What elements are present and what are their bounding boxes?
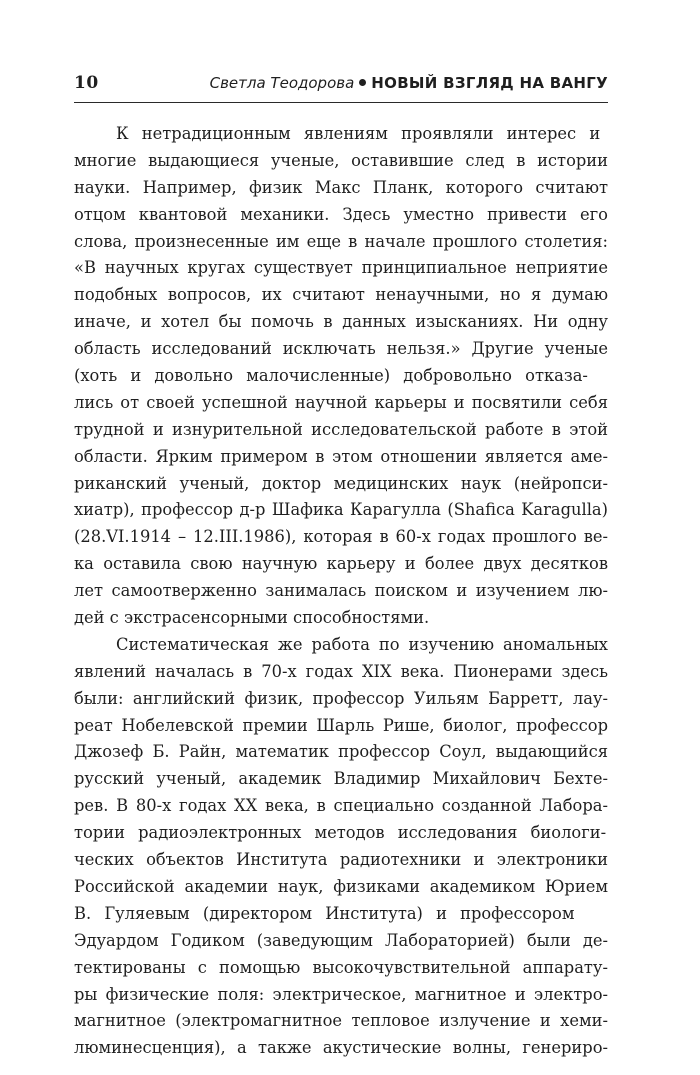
text-line: тектированы с помощью высокочувствительной аппарату- <box>74 957 608 977</box>
text-line: слова, произнесенные им еще в начале прошлого столетия: <box>74 231 608 251</box>
text-line: риканский ученый, доктор медицинских наук (нейропси- <box>74 473 608 493</box>
text-line: реат Нобелевской премии Шарль Рише, биолог, профессор <box>74 715 608 735</box>
text-line: магнитное (электромагнитное тепловое излучение и хеми- <box>74 1011 608 1031</box>
text-line: многие выдающиеся ученые, оставившие след в истории <box>74 150 608 170</box>
text-line: хиатр), профессор д-р Шафика Карагулла (Shafica Karagulla) <box>74 500 608 520</box>
text-line: ческих объектов Института радиотехники и электроники <box>74 850 608 870</box>
text-line: лись от своей успешной научной карьеры и посвятили себя <box>74 392 608 412</box>
text-line: науки. Например, физик Макс Планк, которого считают <box>74 177 608 197</box>
text-line: В. Гуляевым (директором Института) и профессором <box>74 903 575 923</box>
text-line: области. Ярким примером в этом отношении является аме- <box>74 446 608 466</box>
text-line: рев. В 80-х годах XX века, в специально созданной Лабора- <box>74 796 608 816</box>
text-line: иначе, и хотел бы помочь в данных изысканиях. Ни одну <box>74 312 608 332</box>
text-line: Систематическая же работа по изучению аномальных <box>116 634 608 654</box>
text-line: Российской академии наук, физиками академиком Юрием <box>74 876 608 896</box>
text-line: трудной и изнурительной исследовательской работе в этой <box>74 419 608 439</box>
text-line: (хоть и довольно малочисленные) добровольно отказа- <box>74 366 588 386</box>
author-name: Светла Теодорова <box>209 74 355 92</box>
text-line: русский ученый, академик Владимир Михайлович Бехте- <box>74 769 608 789</box>
text-line: К нетрадиционным явлениям проявляли интерес и <box>116 124 601 143</box>
text-line: (28.VI.1914 – 12.III.1986), которая в 60-х годах прошлого ве- <box>74 527 608 547</box>
text-line: «В научных кругах существует принципиальное неприятие <box>74 258 608 278</box>
text-line: явлений началась в 70-х годах XIX века. Пионерами здесь <box>74 661 608 681</box>
bullet-separator <box>359 79 366 86</box>
running-head <box>210 74 608 92</box>
text-line: ка оставила свою научную карьеру и более двух десятков <box>74 554 608 574</box>
text-line: Джозеф Б. Райн, математик профессор Соул, выдающийся <box>74 742 608 762</box>
body-text <box>74 121 608 1062</box>
text-line: тории радиоэлектронных методов исследования биологи- <box>74 823 607 843</box>
text-line: ры физические поля: электрическое, магнитное и электро- <box>74 984 608 1004</box>
text-line: отцом квантовой механики. Здесь уместно привести его <box>74 204 608 224</box>
text-line: лет самоотверженно занималась поиском и изучением лю- <box>74 581 608 601</box>
running-header <box>74 66 608 103</box>
book-title: НОВЫЙ ВЗГЛЯД НА ВАНГУ <box>371 74 608 92</box>
text-line: Эдуардом Годиком (заведующим Лабораторией) были де- <box>74 930 608 950</box>
page-number: 10 <box>74 73 99 93</box>
text-line: люминесценция), а также акустические волны, генериро- <box>74 1038 608 1058</box>
text-line: дей с экстрасенсорными способностями. <box>74 608 430 628</box>
text-line: подобных вопросов, их считают ненаучными, но я думаю <box>74 285 608 305</box>
text-line: были: английский физик, профессор Уильям Барретт, лау- <box>74 688 608 708</box>
text-line: область исследований исключать нельзя.» Другие ученые <box>74 339 608 359</box>
